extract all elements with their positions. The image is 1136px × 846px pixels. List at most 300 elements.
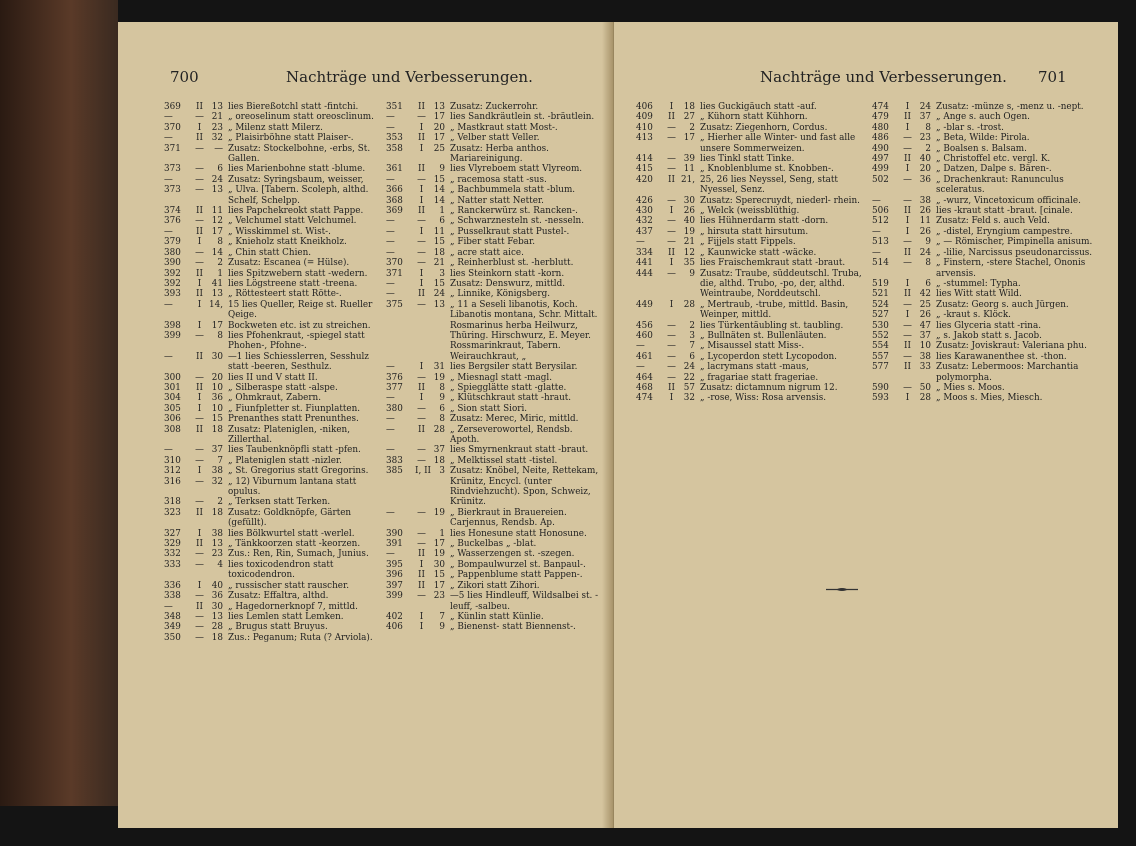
entry-line: 17 — [433, 580, 445, 591]
entry-text: „ s. Jakob statt s. Jacob. — [936, 330, 1042, 341]
entry-page: 376 — [164, 216, 181, 227]
right-column-2 — [872, 102, 1102, 404]
entry-text: Zus.: Ren, Rin, Sumach, Junius. — [228, 549, 369, 560]
entry-column: — — [417, 299, 426, 310]
entry-row — [386, 549, 600, 559]
entry-page: 369 — [386, 206, 403, 217]
entry-text: lies Glyceria statt -rina. — [936, 320, 1042, 331]
entry-page: — — [386, 362, 395, 373]
entry-row — [164, 529, 382, 539]
entry-page: 397 — [386, 580, 403, 591]
entry-column: — — [195, 591, 204, 602]
entry-page: — — [636, 237, 645, 248]
entry-row — [164, 258, 382, 268]
entry-line: 6 — [925, 278, 931, 289]
entry-line: 13 — [211, 289, 223, 300]
entry-column: — — [417, 403, 426, 414]
entry-line: 6 — [689, 351, 695, 362]
entry-text: „ Bullnäten st. Bullenläuten. — [700, 330, 827, 341]
entry-line: 25 — [433, 143, 445, 154]
entry-text: lies Karawanenthee st. -thon. — [936, 351, 1067, 362]
entry-text: lies Biereßotchl statt -fintchi. — [228, 102, 359, 112]
entry-page: — — [386, 289, 395, 300]
entry-text: Prenanthes statt Prenunthes. — [228, 414, 359, 425]
entry-page: 375 — [386, 299, 403, 310]
entry-row — [872, 258, 1102, 279]
entry-column: I — [905, 310, 910, 321]
entry-column: — — [195, 330, 204, 341]
entry-row — [872, 341, 1102, 351]
entry-page: 370 — [386, 258, 403, 269]
entry-column: — — [417, 414, 426, 425]
entry-column: — — [667, 154, 676, 165]
entry-text: Zusatz: Plateniglen, -niken, Zillerthal. — [228, 424, 351, 445]
entry-line: 47 — [919, 320, 931, 331]
entry-line: 36 — [211, 393, 223, 404]
entry-text: lies Witt statt Wild. — [936, 289, 1022, 300]
entry-text: lies Taubenknöpfli statt -pfen. — [228, 445, 361, 456]
entry-row — [164, 227, 382, 237]
entry-text: „ -kraut s. Klöck. — [936, 310, 1011, 321]
entry-row — [164, 331, 382, 352]
entry-text: „ Mies s. Moos. — [936, 382, 1005, 393]
entry-line: 12 — [683, 247, 695, 258]
entry-page: 557 — [872, 351, 889, 362]
entry-page: 593 — [872, 393, 889, 404]
entry-line: 15 — [433, 237, 445, 248]
entry-column: I — [419, 226, 424, 237]
entry-column: — — [903, 237, 912, 248]
entry-line: 7 — [217, 455, 223, 466]
entry-column: — — [195, 476, 204, 487]
entry-page: 300 — [164, 372, 181, 383]
entry-row — [636, 352, 864, 362]
entry-page: 398 — [164, 320, 181, 331]
entry-column: I — [905, 102, 910, 112]
entry-text: „ Pusselkraut statt Pustel-. — [450, 226, 570, 237]
left-page — [118, 22, 610, 828]
entry-line: 8 — [925, 258, 931, 269]
entry-column: — — [417, 539, 426, 550]
entry-row — [164, 216, 382, 226]
entry-column: — — [195, 497, 204, 508]
entry-row — [872, 248, 1102, 258]
entry-row — [164, 248, 382, 258]
entry-column: — — [903, 174, 912, 185]
entry-text: „ Datzen, Dalpe s. Bären-. — [936, 164, 1052, 175]
entry-text: „ Zikori statt Zihori. — [450, 580, 540, 591]
entry-line: 3 — [689, 330, 695, 341]
entry-row — [386, 227, 600, 237]
entry-text: „ Zerseverowortel, Rendsb. Apoth. — [450, 424, 573, 445]
entry-line: 36 — [919, 174, 931, 185]
entry-page: 312 — [164, 466, 181, 477]
entry-line: 19 — [433, 372, 445, 383]
entry-column: — — [903, 133, 912, 144]
entry-row — [386, 196, 600, 206]
entry-row — [636, 206, 864, 216]
entry-row — [164, 164, 382, 174]
entry-row — [872, 300, 1102, 310]
entry-row — [872, 196, 1102, 206]
entry-text: lies Tinkl statt Tinke. — [700, 154, 795, 165]
entry-column: II — [418, 206, 425, 217]
entry-line: 22 — [683, 372, 695, 383]
entry-column: I — [669, 299, 674, 310]
entry-page: — — [386, 216, 395, 227]
entry-line: 19 — [433, 549, 445, 560]
entry-column: I — [669, 258, 674, 269]
entry-column: II — [196, 268, 203, 279]
entry-text: „ Milenz statt Milerz. — [228, 122, 323, 133]
entry-line: 32 — [683, 393, 695, 404]
entry-column: — — [903, 351, 912, 362]
entry-row — [872, 216, 1102, 226]
entry-text: „ Ranckerwürz st. Rancken-. — [450, 206, 578, 217]
entry-row — [636, 216, 864, 226]
entry-text: „ Wasserzengen st. -szegen. — [450, 549, 575, 560]
entry-text: lies Hühnerdarm statt -dorn. — [700, 216, 829, 227]
entry-row — [386, 112, 600, 122]
entry-row — [872, 133, 1102, 143]
entry-column: — — [195, 549, 204, 560]
entry-line: 11 — [683, 164, 695, 175]
entry-row — [636, 175, 864, 196]
entry-line: 17 — [433, 539, 445, 550]
entry-line: 15 — [211, 414, 223, 425]
entry-page: — — [386, 424, 395, 435]
entry-text: „ Schwarznesteln st. -nesseln. — [450, 216, 584, 227]
entry-line: 17 — [211, 226, 223, 237]
entry-row — [386, 591, 600, 612]
entry-page: 460 — [636, 330, 653, 341]
entry-row — [636, 383, 864, 393]
entry-text: „ Moos s. Mies, Miesch. — [936, 393, 1043, 404]
entry-text: Bockweten etc. ist zu streichen. — [228, 320, 371, 331]
entry-text: lies Sandkräutlein st. -bräutlein. — [450, 112, 595, 123]
entry-page: 414 — [636, 154, 653, 165]
entry-text: „ Finstern, -stere Stachel, Ononis arvensis. — [936, 258, 1086, 279]
entry-row — [164, 206, 382, 216]
entry-row — [164, 237, 382, 247]
entry-page: — — [164, 133, 173, 144]
entry-row — [386, 269, 600, 279]
entry-row — [872, 362, 1102, 383]
entry-line: 18 — [433, 247, 445, 258]
entry-line: 13 — [211, 611, 223, 622]
entry-column: II — [418, 424, 425, 435]
entry-text: „ Mertraub, -trube, mittld. Basin, Weinper, mittld. — [700, 299, 849, 321]
entry-row — [386, 185, 600, 195]
right-page-number: 701 — [1038, 68, 1067, 86]
entry-text: „ Beta, Wilde: Pirola. — [936, 133, 1030, 144]
entry-page: 366 — [386, 185, 403, 196]
entry-text: 15 lies Queller, Reige st. Rueller Qeige. — [228, 299, 373, 321]
entry-column: I — [197, 393, 202, 404]
entry-column: — — [667, 237, 676, 248]
entry-line: 14 — [433, 185, 445, 196]
entry-page: 370 — [164, 122, 181, 133]
entry-page: 351 — [386, 102, 403, 112]
entry-line: 9 — [439, 622, 445, 633]
entry-text: „ Natter statt Netter. — [450, 195, 544, 206]
entry-line: 18 — [211, 507, 223, 518]
entry-column: — — [903, 330, 912, 341]
entry-line: 17 — [211, 320, 223, 331]
entry-row — [636, 154, 864, 164]
entry-row — [164, 539, 382, 549]
entry-page: 437 — [636, 226, 653, 237]
entry-column: — — [195, 414, 204, 425]
entry-page: 406 — [386, 622, 403, 633]
book-spread — [118, 22, 1118, 828]
entry-text: „ Ulva. [Tabern. Scoleph, althd. Schelf, Schelpp. — [228, 185, 369, 206]
entry-text: Zusatz: Lebermoos: Marchantia polymorpha. — [936, 362, 1079, 383]
entry-line: 1 — [439, 528, 445, 539]
entry-column: I — [419, 122, 424, 133]
entry-line: 4 — [217, 559, 223, 570]
entry-page: 524 — [872, 299, 889, 310]
entry-page: 521 — [872, 289, 889, 300]
entry-column: — — [667, 122, 676, 133]
entry-page: 399 — [386, 591, 403, 602]
entry-text: „ Ange s. auch Ogen. — [936, 112, 1030, 123]
entry-column: I — [197, 299, 202, 310]
entry-column: — — [195, 164, 204, 175]
entry-page: 497 — [872, 154, 889, 165]
entry-column: II — [904, 206, 911, 217]
entry-page: 308 — [164, 424, 181, 435]
entry-row — [386, 102, 600, 112]
entry-column: II — [418, 382, 425, 393]
entry-column: II — [668, 112, 675, 123]
right-column-1 — [636, 102, 864, 404]
entry-page: 380 — [386, 403, 403, 414]
entry-line: 10 — [211, 382, 223, 393]
entry-text: Zusatz: Merec, Miric, mittld. — [450, 414, 579, 425]
entry-page: 449 — [636, 299, 653, 310]
entry-row — [636, 331, 864, 341]
entry-column: — — [195, 559, 204, 570]
entry-text: lies Bölkwurtel statt -werlel. — [228, 528, 355, 539]
ornament-divider — [826, 588, 858, 591]
entry-row — [164, 185, 382, 206]
entry-page: — — [386, 414, 395, 425]
entry-column: II — [196, 351, 203, 362]
entry-page: 395 — [386, 559, 403, 570]
entry-text: „ 12) Viburnum lantana statt opulus. — [228, 476, 357, 498]
entry-column: II — [196, 382, 203, 393]
entry-row — [164, 404, 382, 414]
entry-line: 8 — [439, 382, 445, 393]
entry-column: I — [419, 278, 424, 289]
entry-text: lies toxicodendron statt toxicodendron. — [228, 559, 334, 581]
entry-column: I — [197, 278, 202, 289]
entry-column: II — [418, 164, 425, 175]
entry-text: Zusatz: Joviskraut: Valeriana phu. — [936, 341, 1087, 352]
entry-column: — — [667, 320, 676, 331]
entry-line: 38 — [919, 351, 931, 362]
entry-page: 502 — [872, 174, 889, 185]
entry-column: I — [905, 164, 910, 175]
entry-column: I — [905, 226, 910, 237]
entry-text: Zusatz: Ziegenhorn, Cordus. — [700, 122, 828, 133]
entry-column: II — [668, 174, 675, 185]
entry-line: 18 — [211, 424, 223, 435]
entry-line: 21 — [433, 258, 445, 269]
entry-row — [164, 508, 382, 529]
entry-column: I — [197, 122, 202, 133]
entry-row — [386, 300, 600, 362]
entry-column: — — [903, 382, 912, 393]
entry-line: 33 — [919, 362, 931, 373]
entry-column: II — [418, 549, 425, 560]
entry-page: — — [164, 299, 173, 310]
entry-page: 310 — [164, 455, 181, 466]
entry-page: 530 — [872, 320, 889, 331]
entry-page: 353 — [386, 133, 403, 144]
entry-line: 57 — [683, 382, 695, 393]
entry-line: 2 — [689, 122, 695, 133]
entry-line: 7 — [439, 611, 445, 622]
entry-line: 1 — [439, 206, 445, 217]
entry-column: I — [197, 580, 202, 591]
entry-line: 26 — [919, 206, 931, 217]
entry-row — [636, 164, 864, 174]
entry-page: 468 — [636, 382, 653, 393]
entry-page: 318 — [164, 497, 181, 508]
entry-row — [386, 529, 600, 539]
entry-row — [636, 237, 864, 247]
entry-text: „ Ohmkraut, Zabern. — [228, 393, 322, 404]
entry-column: — — [195, 216, 204, 227]
entry-row — [636, 321, 864, 331]
entry-column: — — [417, 372, 426, 383]
entry-page: — — [386, 393, 395, 404]
entry-text: „ Kühorn statt Kühhorn. — [700, 112, 808, 123]
entry-page: 474 — [636, 393, 653, 404]
entry-line: 30 — [211, 351, 223, 362]
entry-row — [164, 477, 382, 498]
entry-page: 512 — [872, 216, 889, 227]
entry-column: — — [195, 632, 204, 643]
entry-row — [636, 133, 864, 154]
entry-text: „ Miesnagl statt -magl. — [450, 372, 553, 383]
entry-line: 37 — [211, 445, 223, 456]
entry-row — [386, 206, 600, 216]
entry-page: — — [386, 122, 395, 133]
entry-row — [872, 383, 1102, 393]
entry-row — [164, 269, 382, 279]
entry-row — [636, 341, 864, 351]
entry-row — [386, 445, 600, 455]
entry-page: 410 — [636, 122, 653, 133]
entry-text: „ Silberaspe statt -alspe. — [228, 382, 338, 393]
entry-row — [164, 279, 382, 289]
entry-page: — — [872, 226, 881, 237]
entry-page: 486 — [872, 133, 889, 144]
entry-line: 2 — [689, 320, 695, 331]
entry-page: — — [386, 174, 395, 185]
entry-column: II — [418, 570, 425, 581]
entry-text: Zusatz: Stockelbohne, -erbs, St. Gallen. — [228, 143, 371, 165]
entry-row — [872, 289, 1102, 299]
entry-column: I — [419, 268, 424, 279]
entry-column: I — [905, 216, 910, 227]
entry-page: 552 — [872, 330, 889, 341]
entry-column: — — [417, 237, 426, 248]
entry-row — [386, 289, 600, 299]
entry-text: lies -kraut statt -braut. [cinale. — [936, 206, 1073, 217]
entry-page: 385 — [386, 466, 403, 477]
entry-page: 527 — [872, 310, 889, 321]
entry-text: Zusatz: Syringsbaum, weisser, — [228, 174, 364, 185]
entry-page: 323 — [164, 507, 181, 518]
entry-row — [386, 612, 600, 622]
entry-column: — — [667, 362, 676, 373]
entry-column: II — [904, 112, 911, 123]
entry-line: 30 — [211, 601, 223, 612]
entry-column: — — [903, 195, 912, 206]
entry-row — [164, 466, 382, 476]
entry-row — [164, 102, 382, 112]
entry-page: — — [164, 351, 173, 362]
entry-page: — — [872, 247, 881, 258]
entry-page: 392 — [164, 268, 181, 279]
entry-line: 10 — [919, 341, 931, 352]
entry-row — [872, 175, 1102, 196]
entry-column: — — [195, 247, 204, 258]
entry-row — [164, 445, 382, 455]
entry-row — [164, 414, 382, 424]
entry-text: „ Hagedornerknopf 7, mittld. — [228, 601, 358, 612]
entry-page: 383 — [386, 455, 403, 466]
entry-line: 18 — [433, 455, 445, 466]
entry-text: „ Mastkraut statt Most-. — [450, 122, 558, 133]
entry-line: 3 — [439, 466, 445, 477]
entry-page: 479 — [872, 112, 889, 123]
entry-line: 24 — [211, 174, 223, 185]
entry-page: 327 — [164, 528, 181, 539]
entry-column: I — [419, 362, 424, 373]
entry-text: Zusatz: Herba anthos. Mariareinigung. — [450, 143, 549, 165]
entry-text: Zusatz: -münze s, -menz u. -nept. — [936, 102, 1084, 112]
entry-line: 24 — [683, 362, 695, 373]
entry-page: 406 — [636, 102, 653, 112]
entry-text: lies Türkentäubling st. taubling. — [700, 320, 844, 331]
entry-line: 42 — [919, 289, 931, 300]
entry-column: — — [195, 622, 204, 633]
entry-column: — — [195, 372, 204, 383]
entry-column: — — [417, 174, 426, 185]
entry-row — [164, 321, 382, 331]
entry-page: 514 — [872, 258, 889, 269]
entry-page: 390 — [164, 258, 181, 269]
entry-page: 480 — [872, 122, 889, 133]
entry-line: 38 — [919, 195, 931, 206]
entry-row — [636, 112, 864, 122]
entry-page: 333 — [164, 559, 181, 570]
entry-page: — — [636, 362, 645, 373]
entry-page: 390 — [386, 528, 403, 539]
entry-row — [164, 144, 382, 165]
entry-page: 369 — [164, 102, 181, 112]
entry-page: 376 — [386, 372, 403, 383]
entry-text: „ -lilie, Narcissus pseudonarcissus. — [936, 247, 1093, 258]
entry-line: 25 — [919, 299, 931, 310]
entry-page: — — [386, 112, 395, 123]
entry-text: „ -rose, Wiss: Rosa arvensis. — [700, 393, 827, 404]
